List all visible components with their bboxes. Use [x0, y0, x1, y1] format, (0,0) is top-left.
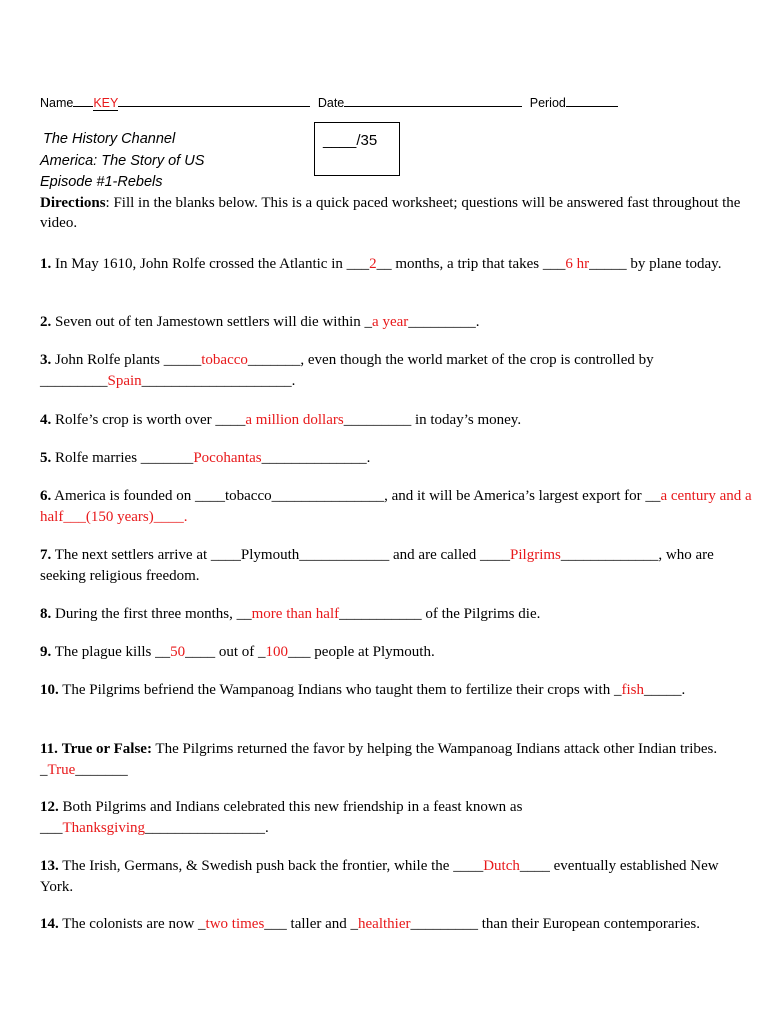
question-13: [40, 856, 754, 897]
name-underline-lead: [73, 92, 93, 107]
directions-label: Directions: [40, 195, 106, 211]
score-text: ____/35: [323, 132, 378, 149]
answer-text: 100: [265, 644, 289, 660]
question-number: 1.: [40, 256, 52, 272]
question-number: 6.: [40, 488, 52, 504]
question-text: ___ taller and _: [264, 916, 359, 932]
question-text: ______________.: [261, 450, 371, 466]
question-number: 11.: [40, 741, 58, 757]
question-text: ____ out of _: [185, 644, 266, 660]
question-text: Rolfe marries _______: [51, 450, 194, 466]
question-8: [40, 604, 754, 625]
video-channel: The History Channel: [43, 131, 176, 147]
question-lead: True or False:: [61, 741, 152, 757]
answer-text: Spain: [107, 372, 142, 389]
question-text: ________________.: [145, 819, 269, 836]
video-series: America: The Story of US: [40, 152, 205, 169]
question-text: _________.: [408, 314, 480, 330]
question-text: _______: [75, 761, 128, 778]
answer-text: Pocohantas: [193, 450, 262, 466]
question-text: In May 1610, John Rolfe crossed the Atlantic in ___: [51, 256, 370, 272]
question-9: [40, 642, 754, 663]
question-text: _____ by plane today.: [589, 256, 722, 272]
question-4: [40, 410, 754, 431]
question-text: Both Pilgrims and Indians celebrated this new friendship in a feast known as ___: [40, 799, 523, 836]
question-text: The Pilgrims returned the favor by helping the Wampanoag Indians attack other Indian tribes. _: [40, 741, 718, 778]
question-2: [40, 312, 754, 333]
question-text: _______, even though the world market of the crop is controlled by _________: [40, 352, 654, 389]
answer-text: healthier: [358, 916, 411, 932]
question-text: During the first three months, __: [51, 606, 252, 622]
answer-text: Thanksgiving: [62, 819, 145, 836]
question-text: ___________ of the Pilgrims die.: [339, 606, 541, 622]
question-number: 13.: [40, 858, 59, 874]
question-12: [40, 797, 754, 838]
date-underline: [344, 92, 522, 107]
question-text: __ months, a trip that takes ___: [376, 256, 566, 272]
question-14: [40, 914, 754, 935]
answer-text: True: [47, 761, 76, 778]
question-text: The Pilgrims befriend the Wampanoag Indians who taught them to fertilize their crops with _: [58, 682, 622, 698]
question-6: [40, 486, 754, 527]
question-text: _________ in today’s money.: [343, 412, 522, 428]
question-text: The colonists are now _: [58, 916, 206, 932]
question-number: 7.: [40, 547, 52, 563]
question-7: [40, 545, 754, 586]
period-label: Period: [529, 96, 566, 110]
answer-text: a million dollars: [245, 412, 344, 428]
video-title-block: [40, 129, 204, 194]
question-number: 5.: [40, 450, 52, 466]
answer-text: 6 hr: [565, 256, 590, 272]
name-value: KEY: [93, 96, 119, 110]
name-underline: [118, 92, 310, 107]
question-text: ____ eventually established New York.: [40, 858, 719, 895]
question-number: 12.: [40, 799, 59, 815]
question-text: _________ than their European contemporaries.: [410, 916, 700, 932]
question-text: Seven out of ten Jamestown settlers will die within _: [51, 314, 373, 330]
answer-text: two times: [205, 916, 265, 932]
question-text: _____________, who are seeking religious freedom.: [40, 547, 714, 584]
question-number: 2.: [40, 314, 52, 330]
name-label: Name: [40, 96, 74, 110]
period-underline: [566, 92, 618, 107]
directions-text: : Fill in the blanks below. This is a quick paced worksheet; questions will be answered fast throughout the video.: [40, 195, 741, 231]
question-number: 9.: [40, 644, 52, 660]
answer-text: 50: [170, 644, 186, 660]
answer-text: Dutch: [483, 858, 520, 874]
question-text: _____.: [643, 682, 686, 698]
video-episode: Episode #1-Rebels: [40, 174, 163, 190]
question-1: [40, 254, 754, 275]
question-number: 3.: [40, 352, 52, 368]
answer-text: 2: [369, 256, 377, 272]
directions: [40, 193, 752, 233]
question-10: [40, 680, 754, 701]
question-text: ____________________.: [141, 372, 296, 389]
question-text: ___ people at Plymouth.: [288, 644, 435, 660]
date-label: Date: [317, 96, 345, 110]
question-text: Rolfe’s crop is worth over ____: [51, 412, 246, 428]
question-number: 10.: [40, 682, 59, 698]
question-5: [40, 448, 754, 469]
answer-text: a century and a half___(150 years)____.: [40, 488, 752, 525]
question-text: The plague kills __: [51, 644, 171, 660]
answer-text: a year: [372, 314, 409, 330]
question-text: John Rolfe plants _____: [51, 352, 202, 368]
score-box: [314, 122, 400, 176]
answer-text: tobacco: [201, 352, 248, 368]
question-text: America is founded on ____tobacco_______________, and it will be America’s largest export for __: [51, 488, 661, 504]
question-text: The Irish, Germans, & Swedish push back the frontier, while the ____: [58, 858, 484, 874]
answer-text: more than half: [251, 606, 340, 622]
header-fields: [40, 92, 618, 110]
question-number: 4.: [40, 412, 52, 428]
answer-text: fish: [621, 682, 644, 698]
answer-text: Pilgrims: [510, 547, 561, 563]
question-3: [40, 350, 754, 391]
question-11: [40, 739, 754, 780]
question-text: The next settlers arrive at ____Plymouth____________ and are called ____: [51, 547, 511, 563]
question-number: 8.: [40, 606, 52, 622]
question-number: 14.: [40, 916, 59, 932]
